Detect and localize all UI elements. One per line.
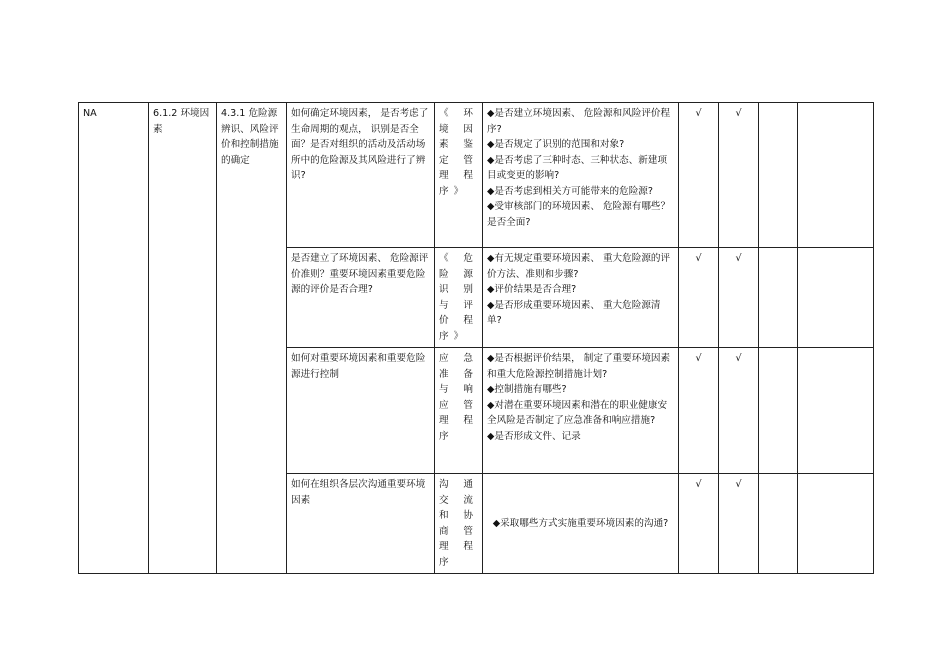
table-row [79, 103, 874, 248]
question-cell: 是否建立了环境因素、 危险源评价准则？重要环境因素重要危险源的评价是否合理? [287, 248, 435, 348]
check-mark: √ [679, 474, 719, 574]
check-item: ◆是否形成文件、记录 [487, 430, 581, 442]
empty-cell [759, 248, 798, 348]
check-item: ◆是否根据评价结果， 制定了重要环境因素和重大危险源控制措施计划? [487, 353, 671, 380]
procedure-cell: 《危险源识别与评价程序》 [435, 248, 483, 348]
check-mark: √ [679, 348, 719, 474]
check-mark: √ [719, 103, 759, 248]
check-item: ◆是否考虑了三种时态、三种状态、新建项目或变更的影响? [487, 154, 668, 181]
question-cell: 如何在组织各层次沟通重要环境因素 [287, 474, 435, 574]
check-item: ◆受审核部门的环境因素、 危险源有哪些？是否全面? [487, 201, 671, 228]
check-mark: √ [679, 103, 719, 248]
check-mark: √ [679, 248, 719, 348]
check-item: ◆是否规定了识别的范围和对象? [487, 139, 625, 150]
question-cell: 如何确定环境因素， 是否考虑了生命周期的观点， 识别是否全面？是否对组织的活动及活动场所中的危险源及其风险进行了辨识? [287, 103, 435, 248]
audit-checklist-table [78, 102, 874, 574]
checks-cell [483, 248, 679, 348]
empty-cell [798, 348, 874, 474]
check-item: ◆是否形成重要环境因素、 重大危险源清单? [487, 299, 661, 326]
procedure-cell: 《环境因素鉴定管理程序》 [435, 103, 483, 248]
check-item: ◆有无规定重要环境因素、 重大危险源的评价方法、准则和步骤? [487, 253, 671, 280]
checks-cell [483, 103, 679, 248]
check-item: ◆评价结果是否合理? [487, 284, 577, 295]
check-item: ◆是否建立环境因素、 危险源和风险评价程序? [487, 108, 671, 135]
procedure-cell: 沟通交流和协商管理程序 [435, 474, 483, 574]
check-item: ◆对潜在重要环境因素和潜在的职业健康安全风险是否制定了应急准备和响应措施? [487, 399, 668, 426]
procedure-cell: 应急准备与响应管理程序 [435, 348, 483, 474]
check-item: ◆采取哪些方式实施重要环境因素的沟通? [492, 517, 669, 529]
check-mark: √ [719, 474, 759, 574]
check-mark: √ [719, 348, 759, 474]
empty-cell [759, 103, 798, 248]
check-mark: √ [719, 248, 759, 348]
checks-cell [483, 348, 679, 474]
checks-cell [483, 474, 679, 574]
empty-cell [798, 248, 874, 348]
check-item: ◆是否考虑到相关方可能带来的危险源? [487, 185, 653, 197]
empty-cell [759, 474, 798, 574]
question-cell: 如何对重要环境因素和重要危险源进行控制 [287, 348, 435, 474]
clause-cell: 6.1.2 环境因素 [149, 103, 217, 574]
na-cell: NA [79, 103, 149, 574]
subclause-cell: 4.3.1 危险源辨识、风险评价和控制措施的确定 [217, 103, 287, 574]
empty-cell [798, 103, 874, 248]
check-item: ◆控制措施有哪些? [487, 384, 567, 395]
empty-cell [798, 474, 874, 574]
empty-cell [759, 348, 798, 474]
